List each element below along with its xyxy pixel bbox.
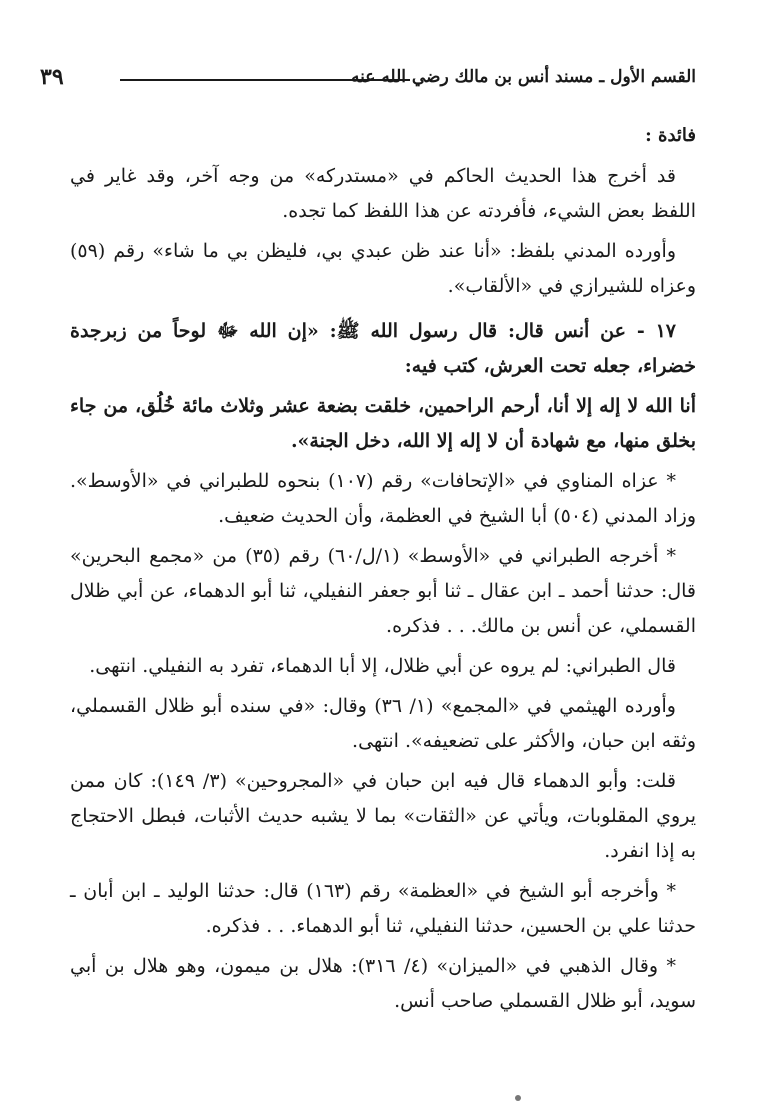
hadith-17-intro: ١٧ - عن أنس قال: قال رسول الله ﷺ: «إن الله ﷻ لوحاً من زبرجدة خضراء، جعله تحت العرش، كتب فيه:: [70, 320, 696, 377]
page-body: [70, 118, 696, 1024]
page-number: ٣٩: [40, 64, 64, 90]
takhrij-tabarani: * أخرجه الطبراني في «الأوسط» (١/ل/٦٠) رقم (٣٥) من «مجمع البحرين» قال: حدثنا أحمد ـ ابن عقال ـ ثنا أبو جعفر النفيلي، ثنا أبو الدهماء، عن أبي ظلال القسملي، عن أنس بن مالك. . . فذكره.: [70, 545, 696, 637]
takhrij-abu-shaykh: * وأخرجه أبو الشيخ في «العظمة» رقم (١٦٣) قال: حدثنا الوليد ـ ابن أبان ـ حدثنا علي بن الحسين، حدثنا النفيلي، ثنا أبو الدهماء. . . فذكره.: [70, 880, 696, 937]
author-comment-ibn-hibban: قلت: وأبو الدهماء قال فيه ابن حبان في «المجروحين» (٣/ ١٤٩): كان ممن يروي المقلوبات، ويأتي عن «الثقات» بما لا يشبه حديث الأثبات، فبطل الاحتجاج به إذا انفرد.: [70, 770, 696, 862]
hadith-17-text: أنا الله لا إله إلا أنا، أرحم الراحمين، خلقت بضعة عشر وثلاث مائة خُلُق، من جاء بخلق منها، مع شهادة أن لا إله إلا الله، دخل الجنة».: [70, 395, 696, 452]
running-header-title: القسم الأول ـ مسند أنس بن مالك رضي الله عنه: [351, 67, 696, 87]
running-header: [40, 62, 696, 96]
tabarani-comment: قال الطبراني: لم يروه عن أبي ظلال، إلا أبا الدهماء، تفرد به النفيلي. انتهى.: [89, 655, 676, 677]
paragraph-hakim-note: قد أخرج هذا الحديث الحاكم في «مستدركه» من وجه آخر، وقد غاير في اللفظ بعض الشيء، فأفردته عن هذا اللفظ كما تجده.: [70, 165, 696, 222]
dhahabi-mizan-note: * وقال الذهبي في «الميزان» (٤/ ٣١٦): هلال بن ميمون، وهو هلال بن أبي سويد، أبو ظلال القسملي صاحب أنس.: [70, 955, 696, 1012]
section-label-fa2ida: فائدة :: [645, 125, 696, 146]
paragraph-madani-wording: وأورده المدني بلفظ: «أنا عند ظن عبدي بي، فليظن بي ما شاء» رقم (٥٩) وعزاه للشيرازي في «الألقاب».: [70, 240, 696, 297]
print-speck: [515, 1095, 521, 1101]
haythami-comment: وأورده الهيثمي في «المجمع» (١/ ٣٦) وقال: «في سنده أبو ظلال القسملي، وثقه ابن حبان، والأكثر على تضعيفه». انتهى.: [70, 695, 696, 752]
takhrij-munawi: * عزاه المناوي في «الإتحافات» رقم (١٠٧) بنحوه للطبراني في «الأوسط». وزاد المدني (٥٠٤) أبا الشيخ في العظمة، وأن الحديث ضعيف.: [70, 470, 696, 527]
